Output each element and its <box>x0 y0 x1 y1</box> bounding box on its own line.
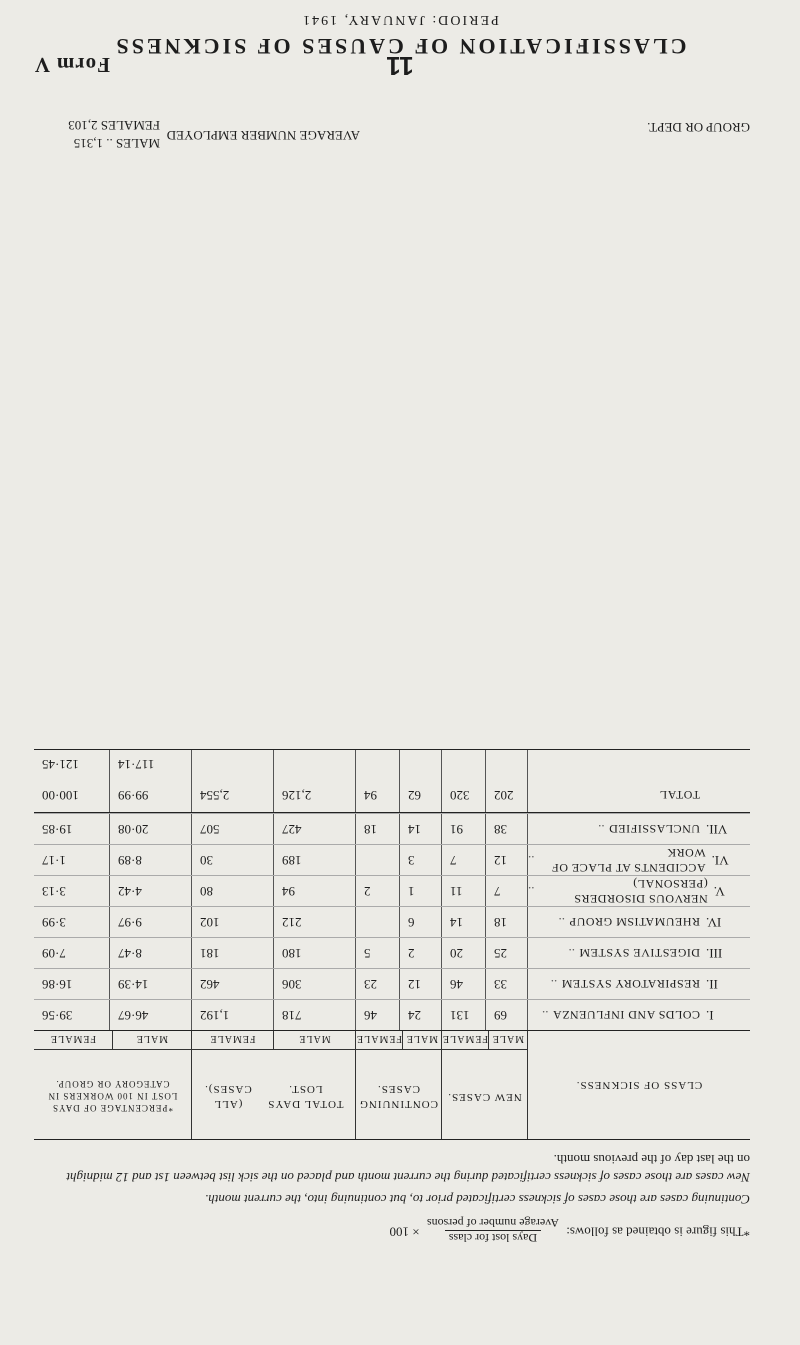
new-female: 14 <box>442 907 486 937</box>
continuing-male: 2 <box>400 938 442 968</box>
table-row <box>34 844 750 875</box>
new-male: 33 <box>486 969 528 999</box>
footer-males: MALES .. 1,315 <box>73 136 160 151</box>
days-female: 102 <box>192 907 274 937</box>
footer-group: GROUP OR DEPT. <box>647 120 750 135</box>
new-female: 320 <box>442 778 486 812</box>
footer-females: FEMALES 2,103 <box>68 118 160 133</box>
continuing-male: 24 <box>400 1000 442 1030</box>
header-class: CLASS OF SICKNESS. <box>575 1079 703 1092</box>
pct-male: 8·47 <box>110 938 192 968</box>
days-male: 212 <box>274 907 356 937</box>
table-row <box>34 875 750 906</box>
table-row-extra <box>34 750 750 778</box>
row-class: I. COLDS AND INFLUENZA .. <box>542 1008 714 1023</box>
pct-female: 100·00 <box>34 778 110 812</box>
days-male: 94 <box>274 876 356 906</box>
header-percentage: *PERCENTAGE OF DAYS LOST IN 100 WORKERS IN CATEGORY OR GROUP. MALE FEMALE <box>34 1031 192 1139</box>
continuing-male: 62 <box>400 778 442 812</box>
note-continuing: Continuing cases are those cases of sickness certificated prior to, but continuing into, the current month. <box>205 1192 750 1207</box>
continuing-female: 2 <box>356 876 400 906</box>
note-fraction-numerator: Days lost for class <box>445 1230 541 1245</box>
row-class: IV. RHEUMATISM GROUP .. <box>558 915 722 930</box>
form-label: Form V <box>33 53 110 77</box>
pct-female: 3·99 <box>34 907 110 937</box>
new-male: 25 <box>486 938 528 968</box>
sub-male: MALE <box>491 1033 525 1044</box>
header-new-cases: NEW CASES. MALE FEMALE <box>442 1031 528 1139</box>
pct-male: 4·42 <box>110 876 192 906</box>
table-row-total <box>34 778 750 813</box>
continuing-female <box>356 907 400 937</box>
note-fraction-denominator: Average number of persons <box>426 1216 559 1230</box>
days-male: 189 <box>274 845 356 875</box>
days-female: 2,554 <box>192 778 274 812</box>
note-definition <box>34 1216 750 1245</box>
sickness-table <box>34 749 750 1140</box>
row-class: VII. UNCLASSIFIED .. <box>598 822 728 837</box>
days-male: 427 <box>274 814 356 844</box>
row-class: TOTAL <box>659 788 700 803</box>
note-fraction <box>427 1216 559 1245</box>
note-prefix: *This figure is obtained as follows: <box>566 1224 750 1240</box>
extra-pct-female: 121·45 <box>34 750 110 778</box>
continuing-female: 46 <box>356 1000 400 1030</box>
continuing-male: 6 <box>400 907 442 937</box>
pct-female: 39·56 <box>34 1000 110 1030</box>
row-class: V. NERVOUS DISORDERS (PERSONAL) .. <box>528 877 725 906</box>
continuing-female: 5 <box>356 938 400 968</box>
new-female: 91 <box>442 814 486 844</box>
note-new-cases: New cases are those cases of sickness certificated during the current month and placed on the sick list between 1st and 12 midnight <box>66 1170 750 1185</box>
table-body <box>34 778 750 1030</box>
pct-male: 99·99 <box>110 778 192 812</box>
pct-male: 8·89 <box>110 845 192 875</box>
table-row <box>34 937 750 968</box>
continuing-male: 14 <box>400 814 442 844</box>
continuing-male: 3 <box>400 845 442 875</box>
note-multiplier: × 100 <box>389 1224 420 1240</box>
days-female: 30 <box>192 845 274 875</box>
pct-female: 1·17 <box>34 845 110 875</box>
new-male: 7 <box>486 876 528 906</box>
continuing-male: 1 <box>400 876 442 906</box>
pct-female: 16·86 <box>34 969 110 999</box>
new-male: 69 <box>486 1000 528 1030</box>
row-class: VI. ACCIDENTS AT PLACE OF WORK .. <box>528 846 729 875</box>
table-row <box>34 968 750 999</box>
header-continuing: CONTINUING CASES. MALE FEMALE <box>356 1031 442 1139</box>
days-female: 1,192 <box>192 1000 274 1030</box>
new-male: 12 <box>486 845 528 875</box>
new-female: 46 <box>442 969 486 999</box>
days-male: 2,126 <box>274 778 356 812</box>
new-female: 11 <box>442 876 486 906</box>
page-number: 11 <box>386 51 414 81</box>
new-male: 38 <box>486 814 528 844</box>
header-total-days: TOTAL DAYS LOST. (ALL CASES). MALE FEMALE <box>192 1031 356 1139</box>
notes-block <box>34 1150 750 1245</box>
table-header <box>34 1030 750 1139</box>
note-new-cases-cont: on the last day of the previous month. <box>553 1152 750 1167</box>
pct-female: 3·13 <box>34 876 110 906</box>
pct-male: 20·08 <box>110 814 192 844</box>
table-row <box>34 999 750 1030</box>
pct-male: 9·97 <box>110 907 192 937</box>
pct-female: 7·09 <box>34 938 110 968</box>
pct-female: 19·85 <box>34 814 110 844</box>
days-female: 462 <box>192 969 274 999</box>
new-male: 202 <box>486 778 528 812</box>
pct-male: 46·67 <box>110 1000 192 1030</box>
pct-male: 14·39 <box>110 969 192 999</box>
continuing-female <box>356 845 400 875</box>
days-female: 507 <box>192 814 274 844</box>
continuing-female: 94 <box>356 778 400 812</box>
days-male: 180 <box>274 938 356 968</box>
footer-average-label: AVERAGE NUMBER EMPLOYED <box>166 128 360 143</box>
days-female: 181 <box>192 938 274 968</box>
new-female: 20 <box>442 938 486 968</box>
new-male: 18 <box>486 907 528 937</box>
extra-pct-male: 117·14 <box>110 750 192 778</box>
page-title: CLASSIFICATION OF CAUSES OF SICKNESS <box>113 34 687 59</box>
days-female: 80 <box>192 876 274 906</box>
continuing-male: 12 <box>400 969 442 999</box>
row-class: II. RESPIRATORY SYSTEM .. <box>550 977 718 992</box>
sub-female: FEMALE <box>442 1031 489 1049</box>
page-subtitle: PERIOD: JANUARY, 1941 <box>301 12 499 27</box>
table-row <box>34 813 750 844</box>
days-male: 306 <box>274 969 356 999</box>
new-female: 7 <box>442 845 486 875</box>
continuing-female: 23 <box>356 969 400 999</box>
row-class: III. DIGESTIVE SYSTEM .. <box>568 946 723 961</box>
continuing-female: 18 <box>356 814 400 844</box>
table-row <box>34 906 750 937</box>
days-male: 718 <box>274 1000 356 1030</box>
new-female: 131 <box>442 1000 486 1030</box>
